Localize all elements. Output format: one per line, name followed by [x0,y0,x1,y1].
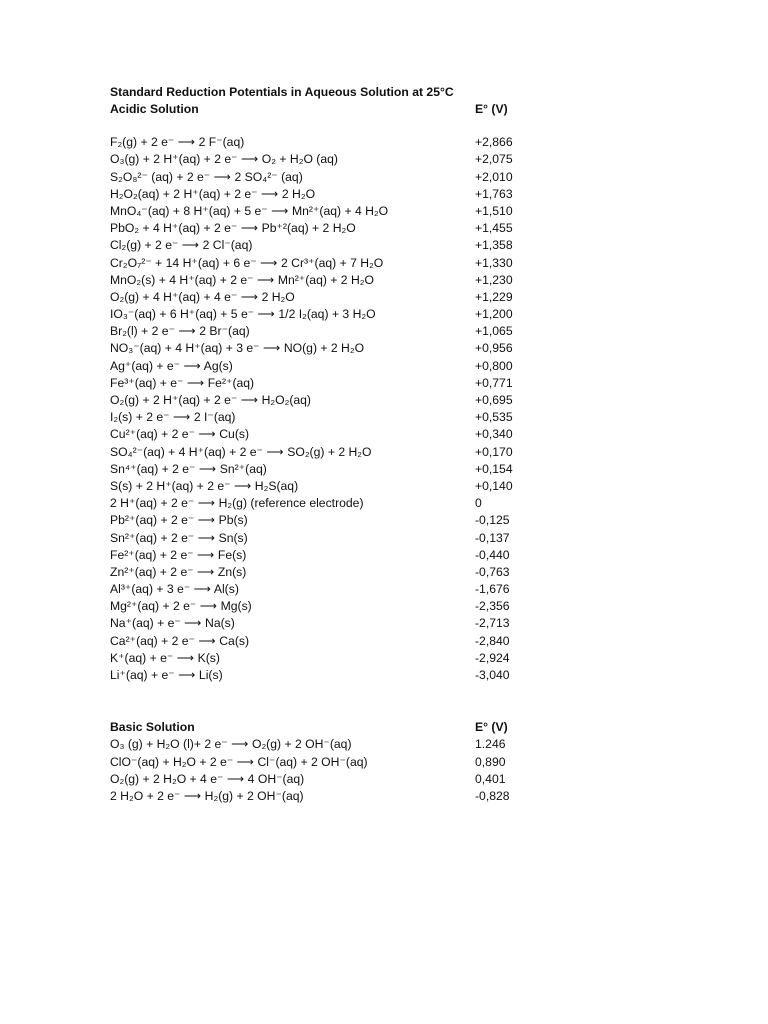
table-row [110,289,670,306]
reaction-text: Ca²⁺(aq) + 2 e⁻ ⟶ Ca(s) [110,633,250,648]
table-row [110,169,670,186]
reaction-text: O₂(g) + 2 H₂O + 4 e⁻ ⟶ 4 OH⁻(aq) [110,771,305,786]
acidic-e-header: E° (V) [475,102,508,116]
basic-table [110,736,670,805]
table-row [110,788,670,805]
reaction-text: O₃(g) + 2 H⁺(aq) + 2 e⁻ ⟶ O₂ + H₂O (aq) [110,152,338,167]
reaction-text: NO₃⁻(aq) + 4 H⁺(aq) + 3 e⁻ ⟶ NO(g) + 2 H₂O [110,341,365,356]
potential-value: +1,763 [475,186,513,201]
potential-value: -0,440 [475,547,510,562]
table-row [110,255,670,272]
reaction-text: Pb²⁺(aq) + 2 e⁻ ⟶ Pb(s) [110,513,248,528]
document-page [110,84,670,805]
table-row [110,633,670,650]
potential-value: +0,695 [475,393,513,407]
table-row [110,461,670,478]
potential-value: +0,170 [475,444,513,459]
table-row [110,495,670,512]
potential-value: -2,356 [475,599,510,614]
reaction-text: ClO⁻(aq) + H₂O + 2 e⁻ ⟶ Cl⁻(aq) + 2 OH⁻(aq) [110,754,368,769]
potential-value: +1,229 [475,289,513,304]
potential-value: 0,890 [475,754,506,769]
table-row [110,615,670,632]
potential-value: +1,455 [475,221,513,236]
reaction-text: Ag⁺(aq) + e⁻ ⟶ Ag(s) [110,358,233,373]
reaction-text: H₂O₂(aq) + 2 H⁺(aq) + 2 e⁻ ⟶ 2 H₂O [110,186,316,201]
potential-value: +1,358 [475,238,513,253]
reaction-text: PbO₂ + 4 H⁺(aq) + 2 e⁻ ⟶ Pb⁺²(aq) + 2 H₂O [110,221,356,236]
table-row [110,306,670,323]
reaction-text: I₂(s) + 2 e⁻ ⟶ 2 I⁻(aq) [110,410,236,425]
table-row [110,771,670,788]
potential-value: +1,330 [475,255,513,270]
potential-value: +2,010 [475,169,513,184]
table-row [110,512,670,529]
potential-value: -3,040 [475,668,510,682]
potential-value: -2,713 [475,616,510,631]
table-row [110,754,670,771]
table-row [110,186,670,203]
table-row [110,272,670,289]
reaction-text: 2 H⁺(aq) + 2 e⁻ ⟶ H₂(g) (reference electrode) [110,496,364,511]
reaction-text: F₂(g) + 2 e⁻ ⟶ 2 F⁻(aq) [110,135,245,150]
reaction-text: SO₄²⁻(aq) + 4 H⁺(aq) + 2 e⁻ ⟶ SO₂(g) + 2 H₂O [110,444,372,459]
potential-value: +0,140 [475,478,513,493]
reaction-text: MnO₄⁻(aq) + 8 H⁺(aq) + 5 e⁻ ⟶ Mn²⁺(aq) + 4 H₂O [110,203,389,218]
table-row [110,237,670,254]
document-title-text: Standard Reduction Potentials in Aqueous Solution at 25°C [110,85,454,99]
potential-value: +1,065 [475,324,513,339]
reaction-text: Na⁺(aq) + e⁻ ⟶ Na(s) [110,616,235,631]
reaction-text: Cr₂O₇²⁻ + 14 H⁺(aq) + 6 e⁻ ⟶ 2 Cr³⁺(aq) + 7 H₂O [110,255,384,270]
table-row [110,203,670,220]
reaction-text: K⁺(aq) + e⁻ ⟶ K(s) [110,650,220,665]
acidic-header-row [110,101,670,118]
potential-value: +0,340 [475,427,513,442]
reaction-text: O₃ (g) + H₂O (l)+ 2 e⁻ ⟶ O₂(g) + 2 OH⁻(aq) [110,737,352,752]
acidic-table [110,134,670,684]
potential-value: 1.246 [475,737,506,752]
table-row [110,547,670,564]
potential-value: +2,075 [475,152,513,167]
reaction-text: Cl₂(g) + 2 e⁻ ⟶ 2 Cl⁻(aq) [110,238,253,253]
potential-value: -0,137 [475,530,510,545]
reaction-text: MnO₂(s) + 4 H⁺(aq) + 2 e⁻ ⟶ Mn²⁺(aq) + 2 H₂O [110,272,374,287]
reaction-text: Al³⁺(aq) + 3 e⁻ ⟶ Al(s) [110,582,239,597]
potential-value: +0,956 [475,341,513,356]
table-row [110,375,670,392]
table-row [110,323,670,340]
potential-value: +0,154 [475,461,513,476]
potential-value: -2,840 [475,633,510,648]
reaction-text: O₂(g) + 2 H⁺(aq) + 2 e⁻ ⟶ H₂O₂(aq) [110,393,311,407]
reaction-text: Mg²⁺(aq) + 2 e⁻ ⟶ Mg(s) [110,599,252,614]
potential-value: +1,200 [475,307,513,322]
table-row [110,392,670,409]
document-title [110,84,670,101]
table-row [110,134,670,151]
potential-value: 0 [475,496,482,511]
table-row [110,444,670,461]
spacer [110,684,670,719]
reaction-text: Fe³⁺(aq) + e⁻ ⟶ Fe²⁺(aq) [110,375,255,390]
potential-value: -0,763 [475,564,510,579]
spacer [110,118,670,134]
table-row [110,564,670,581]
table-row [110,598,670,615]
potential-value: -0,828 [475,788,510,803]
reaction-text: S₂O₈²⁻ (aq) + 2 e⁻ ⟶ 2 SO₄²⁻ (aq) [110,169,303,184]
reaction-text: Sn²⁺(aq) + 2 e⁻ ⟶ Sn(s) [110,530,248,545]
potential-value: +1,230 [475,272,513,287]
basic-heading: Basic Solution [110,720,195,735]
table-row [110,581,670,598]
reaction-text: O₂(g) + 4 H⁺(aq) + 4 e⁻ ⟶ 2 H₂O [110,289,295,304]
reaction-text: IO₃⁻(aq) + 6 H⁺(aq) + 5 e⁻ ⟶ 1/2 I₂(aq) + 3 H₂O [110,307,376,322]
potential-value: -0,125 [475,513,510,528]
potential-value: +1,510 [475,203,513,218]
table-row [110,667,670,684]
reaction-text: Sn⁴⁺(aq) + 2 e⁻ ⟶ Sn²⁺(aq) [110,461,267,476]
potential-value: +0,535 [475,410,513,425]
reaction-text: Cu²⁺(aq) + 2 e⁻ ⟶ Cu(s) [110,427,250,442]
potential-value: +0,771 [475,375,513,390]
potential-value: +2,866 [475,135,513,150]
table-row [110,530,670,547]
table-row [110,358,670,375]
potential-value: -2,924 [475,650,510,665]
potential-value: -1,676 [475,582,510,597]
reaction-text: S(s) + 2 H⁺(aq) + 2 e⁻ ⟶ H₂S(aq) [110,478,299,493]
table-row [110,340,670,357]
table-row [110,409,670,426]
basic-header-row [110,719,670,736]
acidic-heading: Acidic Solution [110,102,199,116]
reaction-text: Fe²⁺(aq) + 2 e⁻ ⟶ Fe(s) [110,547,247,562]
reaction-text: Zn²⁺(aq) + 2 e⁻ ⟶ Zn(s) [110,564,247,579]
reaction-text: 2 H₂O + 2 e⁻ ⟶ H₂(g) + 2 OH⁻(aq) [110,788,304,803]
table-row [110,650,670,667]
potential-value: 0,401 [475,771,506,786]
table-row [110,151,670,168]
table-row [110,426,670,443]
table-row [110,220,670,237]
reaction-text: Br₂(l) + 2 e⁻ ⟶ 2 Br⁻(aq) [110,324,250,339]
reaction-text: Li⁺(aq) + e⁻ ⟶ Li(s) [110,668,223,682]
table-row [110,478,670,495]
basic-e-header: E° (V) [475,720,508,735]
potential-value: +0,800 [475,358,513,373]
table-row [110,736,670,753]
